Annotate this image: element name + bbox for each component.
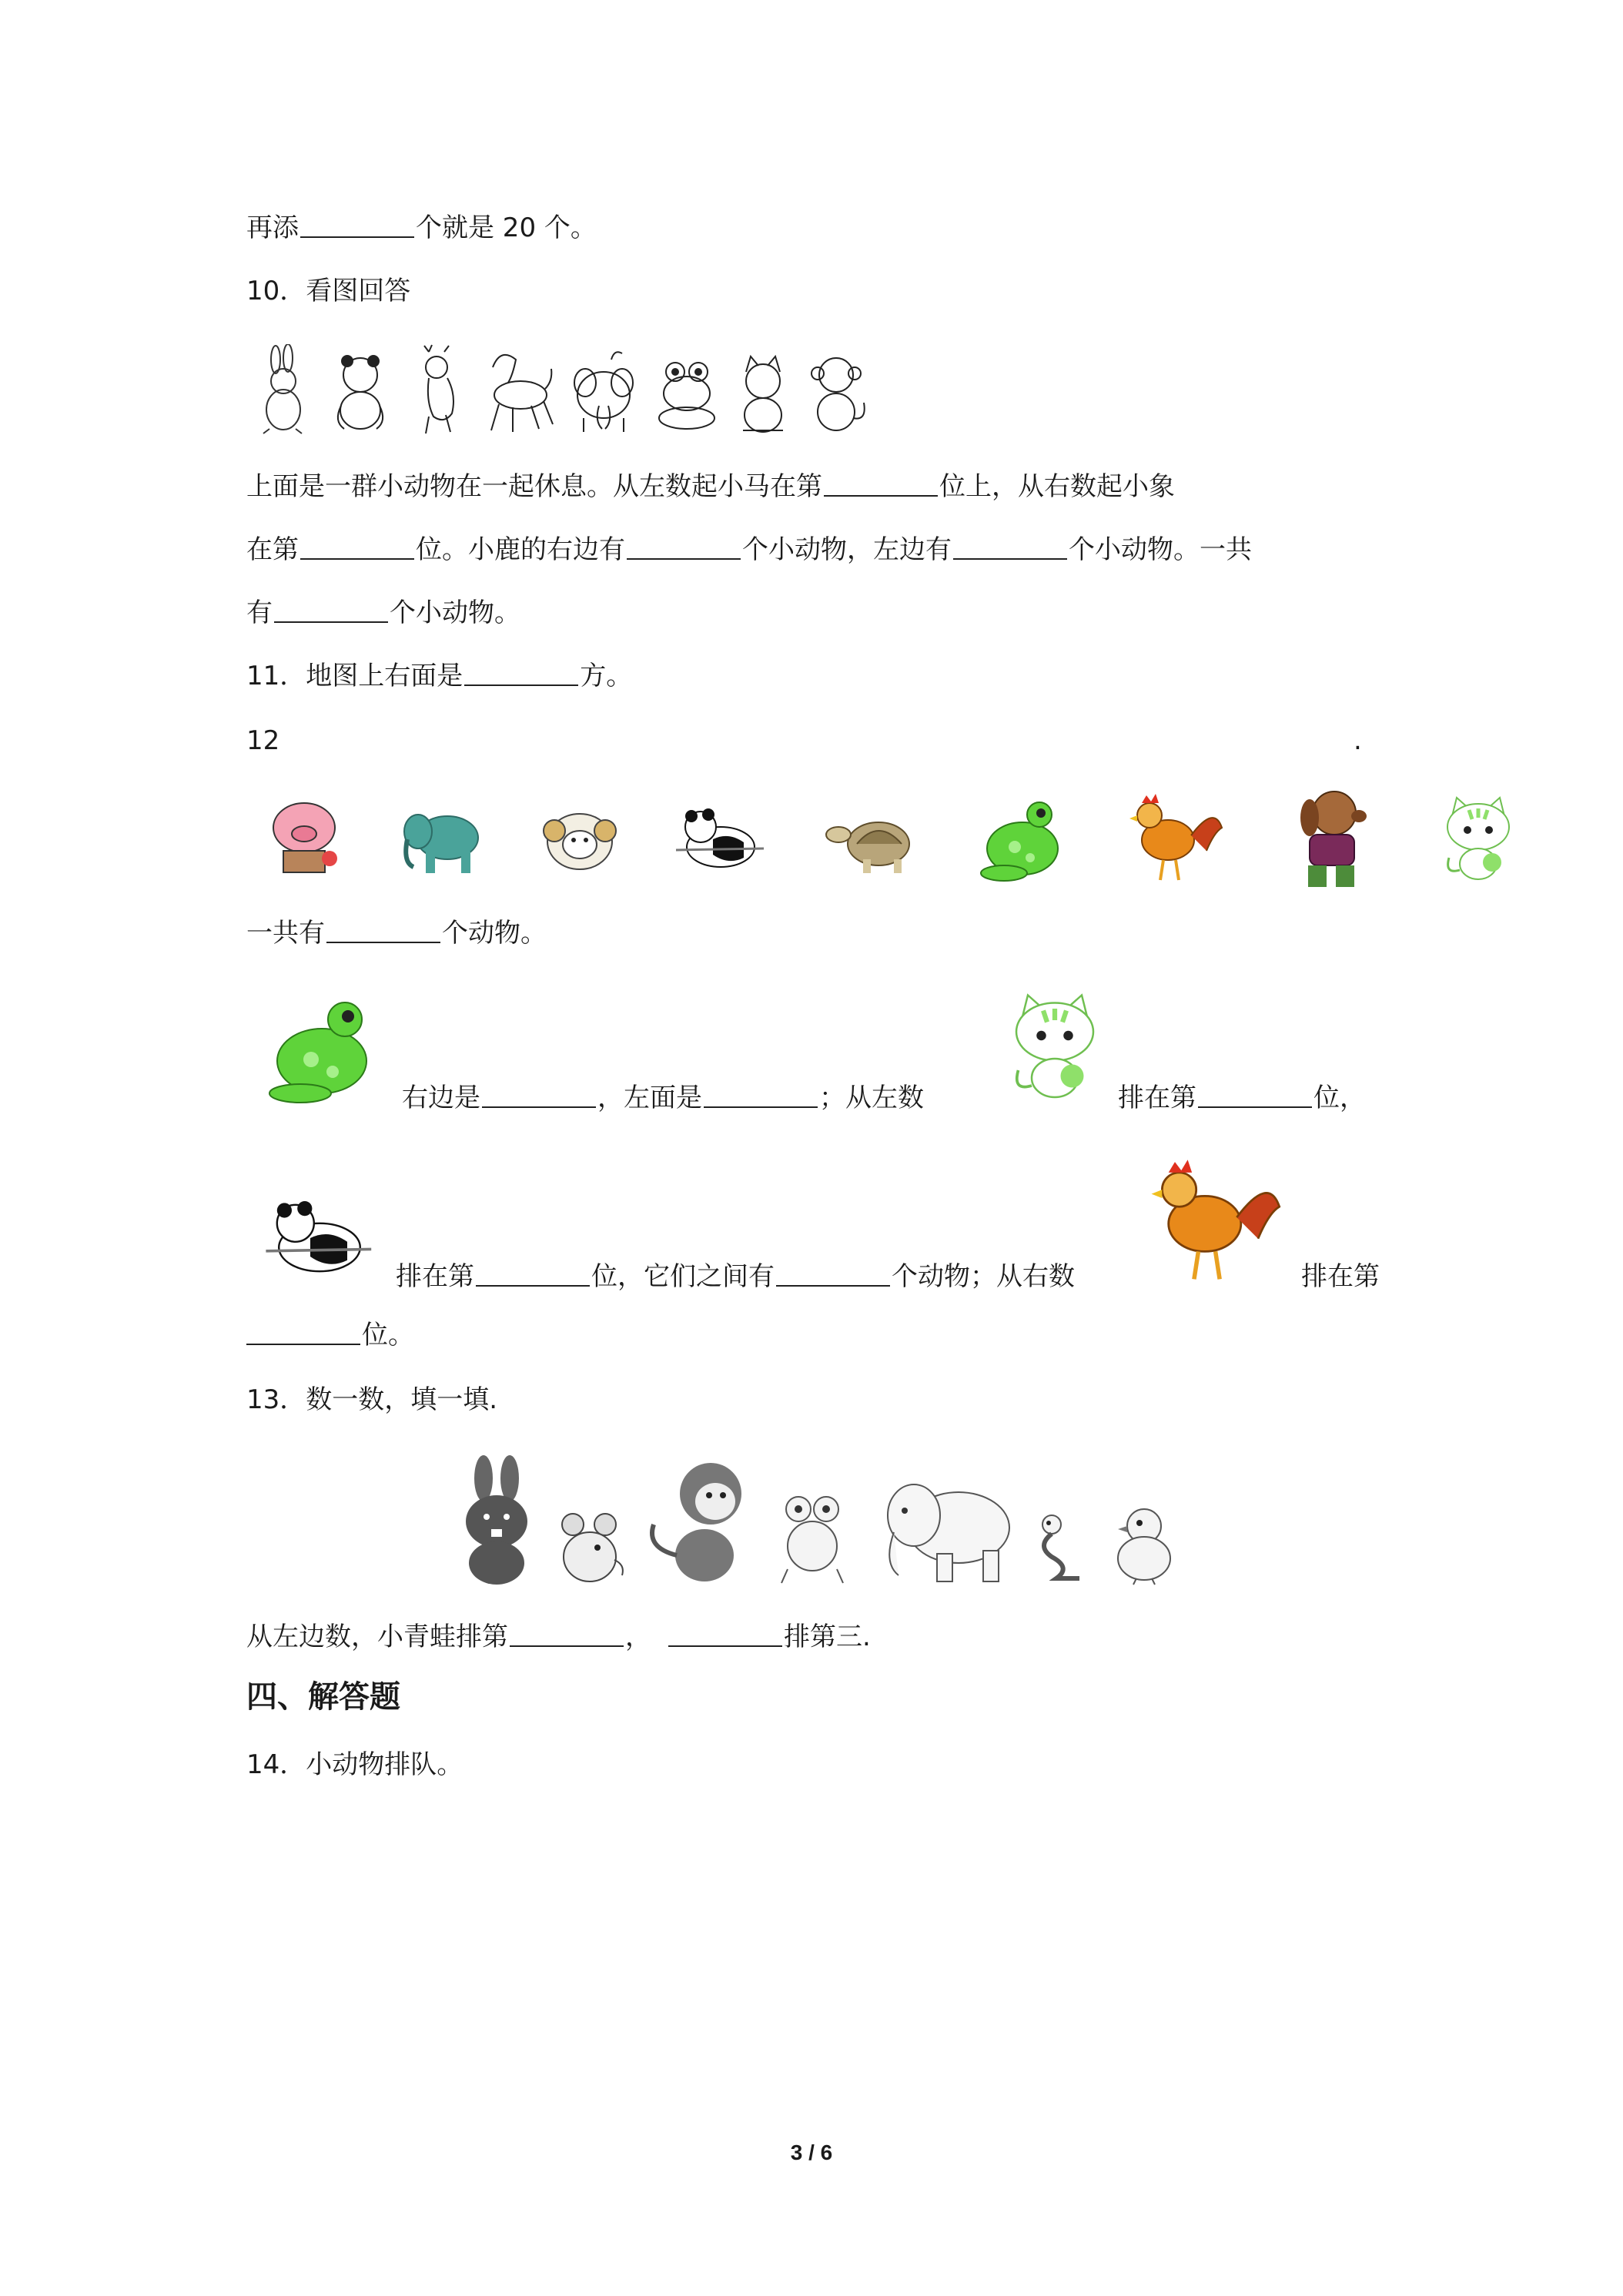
chick-icon [1109,1501,1178,1586]
rabbit-icon [454,1455,539,1586]
answer-blank[interactable] [464,661,578,686]
frog-icon [262,993,385,1109]
mouse-icon [556,1509,625,1586]
dog-icon [1279,785,1379,893]
answer-blank[interactable] [326,919,440,943]
q12-sentence2-end: 排在第 [1301,1261,1380,1292]
q12-dot: . [1354,725,1362,756]
elephant-icon [868,1471,1014,1586]
q9-tail: 再添 个就是 20 个。 [246,213,597,243]
cat-icon [732,344,794,437]
cat-icon [993,986,1116,1109]
frog-icon [973,793,1073,885]
answer-blank[interactable] [300,535,414,560]
answer-blank[interactable] [668,1622,782,1647]
monkey-icon [641,1455,757,1586]
turtle-icon [820,801,920,878]
answer-blank[interactable] [300,213,414,238]
monkey-icon [804,344,868,437]
frog-icon [652,344,721,437]
answer-blank[interactable] [776,1262,890,1287]
q10-line2: 在第 位。小鹿的右边有 个小动物，左边有 个小动物。一共 [246,534,1252,565]
q10-line3: 有 个小动物。 [246,597,520,628]
q12-total: 一共有 个动物。 [246,918,547,949]
panda-icon [326,344,395,437]
q12-number: 12 [246,725,280,756]
answer-blank[interactable] [1198,1083,1312,1108]
sheep-icon [537,797,622,882]
answer-blank[interactable] [510,1622,624,1647]
q10-animal-row [253,340,868,440]
elephant-icon [565,344,642,437]
answer-blank[interactable] [953,535,1067,560]
answer-blank[interactable] [824,472,938,497]
q12-sentence2: 排在第 位，它们之间有 个动物；从右数 [396,1261,1075,1292]
deer-icon [406,344,467,437]
answer-blank[interactable] [627,535,741,560]
answer-blank[interactable] [274,598,388,623]
panda-icon [254,1192,385,1284]
rooster-icon [1126,789,1226,889]
q11-line: 11．地图上右面是 方。 [246,661,633,691]
pig-icon [262,797,346,882]
answer-blank[interactable] [482,1083,596,1108]
cat-icon [1432,793,1524,885]
answer-blank[interactable] [246,1320,360,1345]
horse-icon [477,344,554,437]
q12-sentence1-b: 排在第 位， [1118,1083,1366,1113]
rabbit-icon [253,344,316,437]
q12-sentence1-a: 右边是 ，左面是 ；从左数 [402,1083,924,1113]
q13-animal-row [454,1448,1178,1586]
q13-line: 从左边数，小青蛙排第 ， 排第三. [246,1622,871,1652]
rooster-icon [1139,1153,1293,1292]
q12-sentence3: 位。 [246,1318,414,1352]
elephant-icon [400,801,484,878]
q14-title: 14．小动物排队。 [246,1749,463,1780]
q10-title: 10．看图回答 [246,276,411,306]
q13-title: 13．数一数，填一填. [246,1384,498,1415]
panda-icon [674,801,767,878]
frog-icon [774,1486,851,1586]
section-heading: 四、解答题 [246,1678,400,1715]
page-number: 3 / 6 [790,2140,833,2164]
answer-blank[interactable] [704,1083,818,1108]
q10-line1: 上面是一群小动物在一起休息。从左数起小马在第 位上，从右数起小象 [246,471,1175,502]
answer-blank[interactable] [476,1262,590,1287]
q12-animal-row [262,785,1524,893]
snake-icon [1030,1509,1092,1586]
